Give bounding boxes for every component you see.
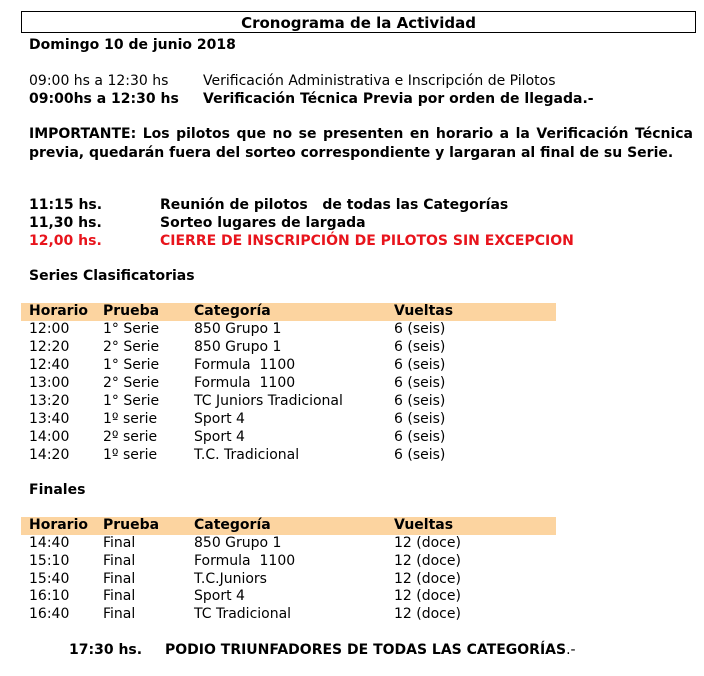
column-header: Vueltas <box>394 303 454 319</box>
test-cell: Final <box>103 535 136 551</box>
test-cell: Final <box>103 606 136 623</box>
table-row <box>0 321 704 339</box>
laps-cell: 6 (seis) <box>394 321 446 337</box>
time-cell: 14:40 <box>29 535 70 551</box>
table-row <box>0 571 704 589</box>
table-row <box>0 429 704 447</box>
column-header: Categoría <box>194 517 271 533</box>
time-cell: 16:10 <box>29 588 70 605</box>
category-cell: 850 Grupo 1 <box>194 535 282 551</box>
category-cell: TC Juniors Tradicional <box>194 393 343 409</box>
category-cell: T.C. Tradicional <box>194 447 300 463</box>
time-cell: 16:40 <box>29 606 70 623</box>
time-cell: 13:20 <box>29 393 70 409</box>
table-row <box>0 535 704 553</box>
laps-cell: 6 (seis) <box>394 411 446 427</box>
test-cell: 2º serie <box>103 429 158 445</box>
column-header: Horario <box>29 303 89 319</box>
podium-text: PODIO TRIUNFADORES DE TODAS LAS CATEGORÍAS <box>165 642 567 658</box>
schedule-text-2: Verificación Técnica Previa por orden de llegada.- <box>203 91 594 107</box>
event-time-2: 11,30 hs. <box>29 215 102 231</box>
time-cell: 12:20 <box>29 339 70 355</box>
finals-heading: Finales <box>29 482 86 498</box>
schedule-time-1: 09:00 hs a 12:30 hs <box>29 73 169 89</box>
laps-cell: 6 (seis) <box>394 393 446 409</box>
category-cell: Sport 4 <box>194 588 245 605</box>
table-row <box>0 606 704 624</box>
time-cell: 15:10 <box>29 552 70 569</box>
podium-suffix: .- <box>566 642 576 658</box>
laps-cell: 12 (doce) <box>394 606 461 623</box>
test-cell: 1º serie <box>103 447 158 463</box>
table-row <box>0 393 704 411</box>
event-text-3: CIERRE DE INSCRIPCIÓN DE PILOTOS SIN EXCEPCION <box>160 233 574 249</box>
column-header: Vueltas <box>394 517 454 533</box>
column-header: Categoría <box>194 303 271 319</box>
test-cell: 1° Serie <box>103 321 160 337</box>
schedule-time-2: 09:00hs a 12:30 hs <box>29 91 179 107</box>
test-cell: 2° Serie <box>103 339 160 355</box>
laps-cell: 12 (doce) <box>394 570 461 587</box>
category-cell: Formula 1100 <box>194 375 296 391</box>
important-note: IMPORTANTE: Los pilotos que no se presenten en horario a la Verificación Técnica previa, quedarán fuera del sorteo correspondiente y largaran al final de su Serie. <box>29 126 693 161</box>
test-cell: 1° Serie <box>103 357 160 373</box>
event-time-3: 12,00 hs. <box>29 233 102 249</box>
laps-cell: 6 (seis) <box>394 447 446 463</box>
laps-cell: 6 (seis) <box>394 375 446 391</box>
test-cell: Final <box>103 588 136 605</box>
table-row <box>0 447 704 465</box>
table-row <box>0 588 704 606</box>
event-text-2: Sorteo lugares de largada <box>160 215 366 231</box>
finals-header-row <box>0 517 704 535</box>
laps-cell: 12 (doce) <box>394 552 461 569</box>
time-cell: 13:00 <box>29 375 70 391</box>
test-cell: Final <box>103 552 136 569</box>
time-cell: 12:00 <box>29 321 70 337</box>
series-heading: Series Clasificatorias <box>29 268 195 284</box>
podium-time: 17:30 hs. <box>69 642 143 658</box>
column-header: Prueba <box>103 303 160 319</box>
event-time-1: 11:15 hs. <box>29 197 103 213</box>
laps-cell: 6 (seis) <box>394 339 446 355</box>
category-cell: Formula 1100 <box>194 357 296 373</box>
laps-cell: 6 (seis) <box>394 429 446 445</box>
category-cell: Sport 4 <box>194 429 245 445</box>
table-row <box>0 411 704 429</box>
table-row <box>0 375 704 393</box>
category-cell: 850 Grupo 1 <box>194 339 282 355</box>
event-date: Domingo 10 de junio 2018 <box>29 37 236 53</box>
page-title: Cronograma de la Actividad <box>241 14 476 32</box>
podium-line <box>165 642 576 658</box>
test-cell: 1º serie <box>103 411 158 427</box>
column-header: Horario <box>29 517 89 533</box>
time-cell: 12:40 <box>29 357 70 373</box>
category-cell: Formula 1100 <box>194 552 296 569</box>
category-cell: T.C.Juniors <box>194 570 267 587</box>
event-text-1: Reunión de pilotos de todas las Categorías <box>160 197 509 213</box>
laps-cell: 6 (seis) <box>394 357 446 373</box>
time-cell: 15:40 <box>29 570 70 587</box>
laps-cell: 12 (doce) <box>394 535 461 551</box>
series-header-row <box>0 303 704 321</box>
test-cell: 2° Serie <box>103 375 160 391</box>
column-header: Prueba <box>103 517 160 533</box>
test-cell: Final <box>103 570 136 587</box>
time-cell: 14:20 <box>29 447 70 463</box>
table-row <box>0 553 704 571</box>
time-cell: 13:40 <box>29 411 70 427</box>
schedule-text-1: Verificación Administrativa e Inscripción de Pilotos <box>203 73 556 89</box>
laps-cell: 12 (doce) <box>394 588 461 605</box>
table-row <box>0 339 704 357</box>
category-cell: Sport 4 <box>194 411 245 427</box>
table-row <box>0 357 704 375</box>
category-cell: 850 Grupo 1 <box>194 321 282 337</box>
category-cell: TC Tradicional <box>194 606 292 623</box>
title-box <box>21 11 696 33</box>
time-cell: 14:00 <box>29 429 70 445</box>
test-cell: 1° Serie <box>103 393 160 409</box>
